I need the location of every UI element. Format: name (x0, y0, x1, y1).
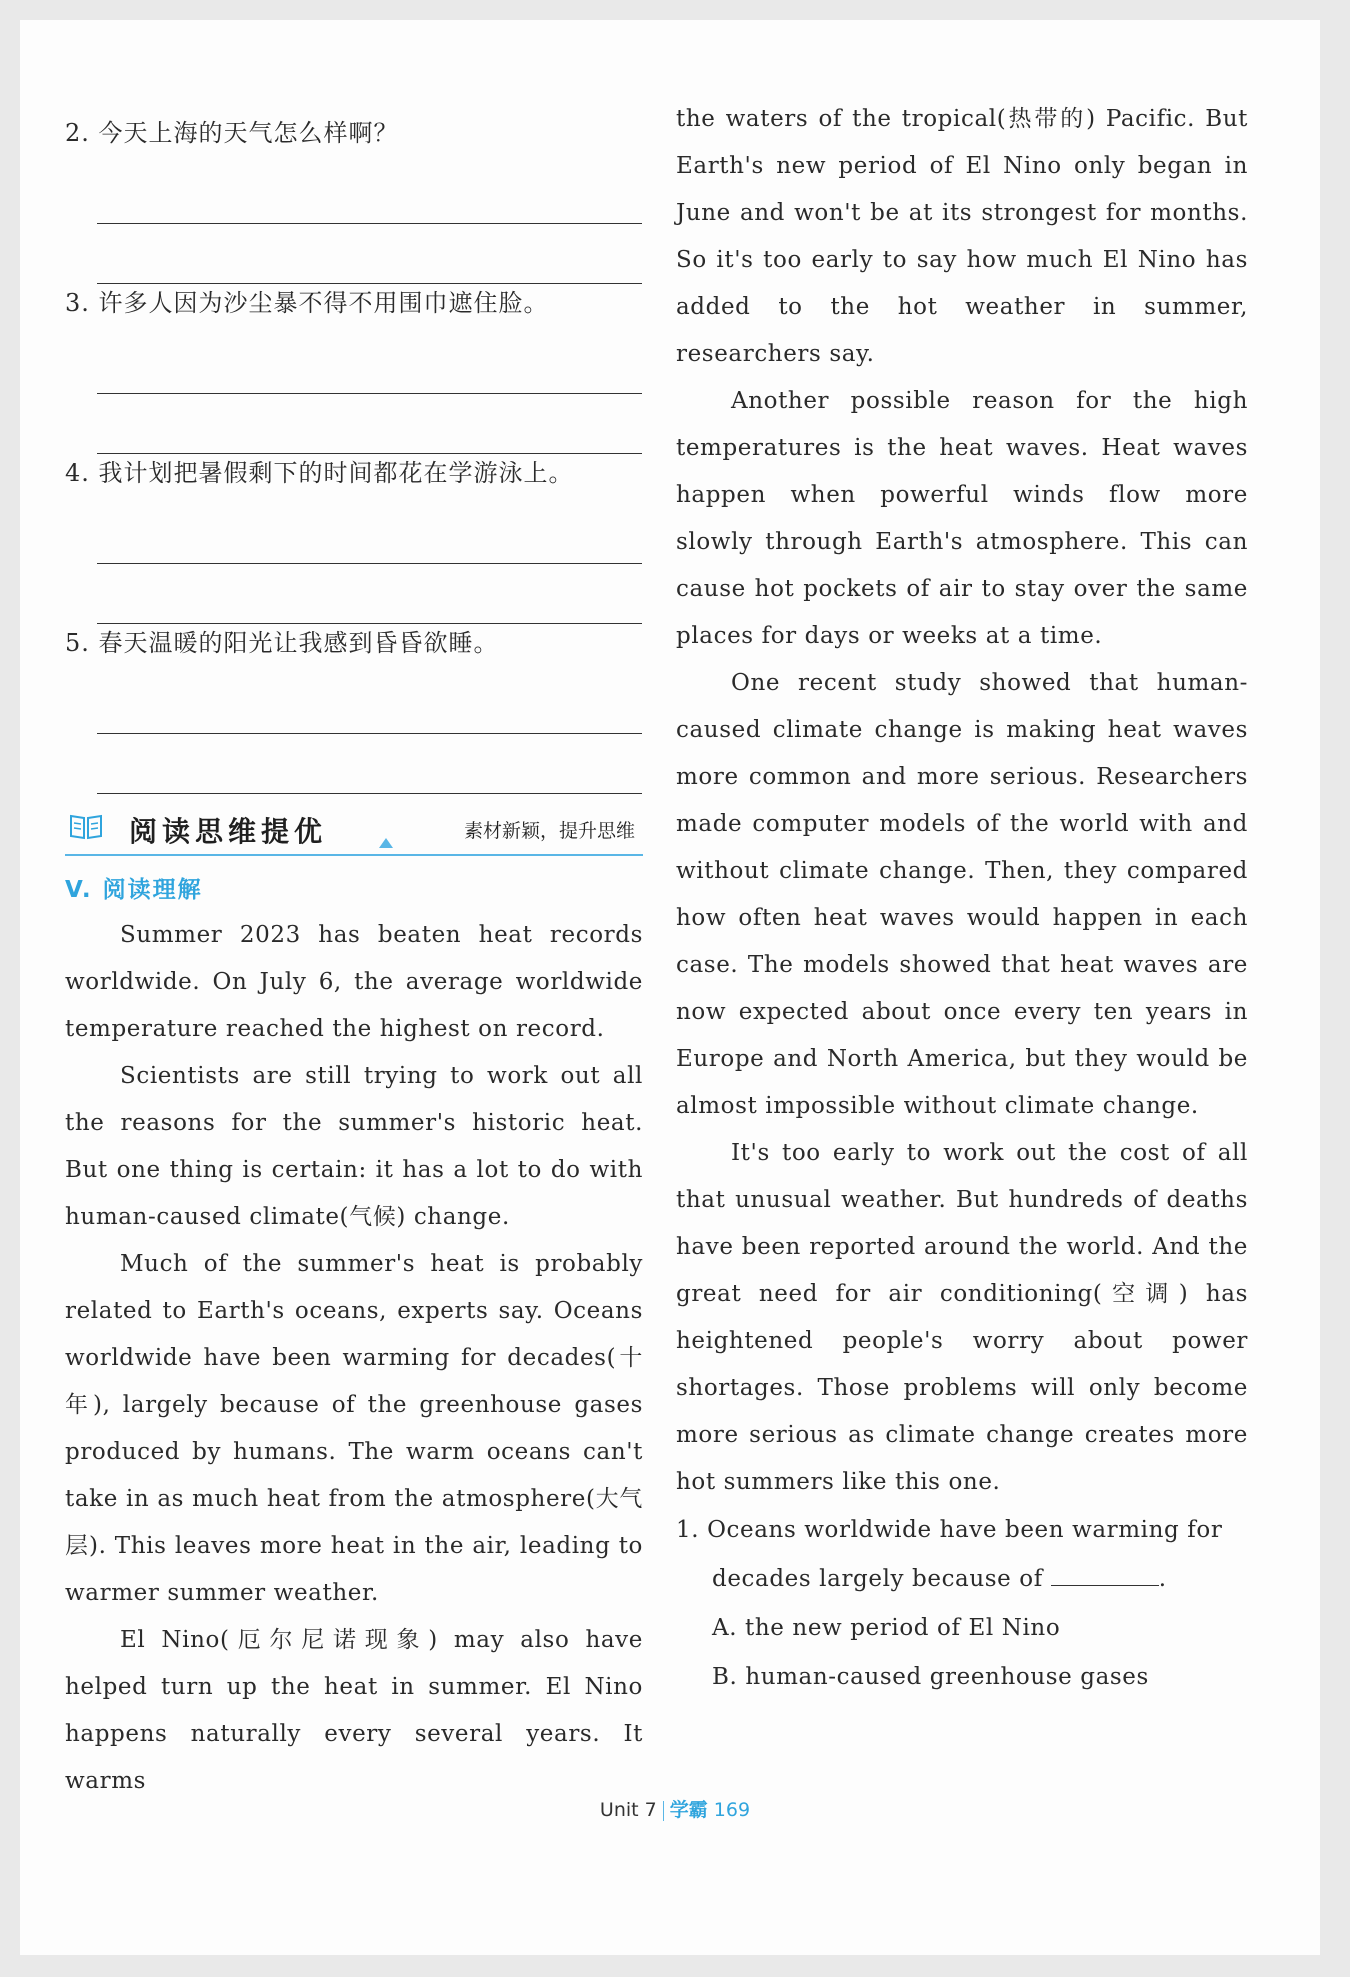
answer-line[interactable] (97, 563, 642, 564)
passage-paragraph: Much of the summer's heat is probably related to Earth's oceans, experts say. Oceans worldwide have been warming for decades(十年), largely because of the greenhouse gases produced by humans. The warm oceans can't take in as much heat from the atmosphere(大气层). This leaves more heat in the air, leading to warmer summer weather. (65, 1251, 643, 1606)
passage-paragraph: It's too early to work out the cost of all that unusual weather. But hundreds of deaths have been reported around the world. And the great need for air conditioning(空调) has heightened people's worry about power shortages. Those problems will only become more serious as climate change creates more hot summers like this one. (676, 1140, 1248, 1495)
answer-line[interactable] (97, 283, 642, 284)
passage-paragraph: One recent study showed that human-caused climate change is making heat waves more common and more serious. Researchers made computer models of the world with and without climate change. Then, they compared how often heat waves would happen in each case. The models showed that heat waves are now expected about once every ten years in Europe and North America, but they would be almost impossible without climate change. (676, 670, 1248, 1119)
page-footer (0, 1795, 1350, 1822)
part-title: V. 阅读理解 (65, 877, 203, 903)
section-header (65, 804, 643, 856)
passage-paragraph: Scientists are still trying to work out all the reasons for the summer's historic heat. But one thing is certain: it has a lot to do with human-caused climate(气候) change. (65, 1063, 643, 1230)
question-number: 2. (65, 119, 90, 147)
passage-paragraph: Another possible reason for the high temperatures is the heat waves. Heat waves happen when powerful winds flow more slowly through Earth's atmosphere. This can cause hot pockets of air to stay over the same places for days or weeks at a time. (676, 388, 1248, 649)
section-title: 阅读思维提优 (129, 815, 328, 848)
page-number: 169 (713, 1799, 751, 1821)
answer-line[interactable] (97, 733, 642, 734)
translation-question (65, 288, 643, 458)
answer-line[interactable] (97, 223, 642, 224)
triangle-marker-icon (379, 838, 393, 848)
right-column (676, 106, 1248, 1702)
question-number: 3. (65, 289, 90, 317)
answer-line[interactable] (97, 623, 642, 624)
question-number: 1. (676, 1517, 700, 1543)
answer-line[interactable] (97, 453, 642, 454)
left-column (65, 118, 643, 1805)
section-tagline: 素材新颖，提升思维 (463, 820, 635, 842)
question-text: 我计划把暑假剩下的时间都花在学游泳上。 (98, 459, 574, 487)
footer-brand: 学霸 (669, 1799, 708, 1821)
question-text: 许多人因为沙尘暴不得不用围巾遮住脸。 (98, 289, 549, 317)
option-b[interactable]: B. human-caused greenhouse gases (712, 1664, 1149, 1690)
passage-paragraph: El Nino(厄尔尼诺现象) may also have helped turn up the heat in summer. El Nino happens naturally every several years. It warms (65, 1627, 643, 1794)
question-stem: 1. Oceans worldwide have been warming for decades largely because of . (676, 1517, 1223, 1592)
question-text: 今天上海的天气怎么样啊？ (98, 119, 399, 147)
answer-blank[interactable] (1051, 1563, 1159, 1586)
footer-unit: Unit 7 (599, 1799, 657, 1821)
question-text: 春天温暖的阳光让我感到昏昏欲睡。 (98, 629, 499, 657)
passage-paragraph: the waters of the tropical(热带的) Pacific. But Earth's new period of El Nino only began in June and won't be at its strongest for months. So it's too early to say how much El Nino has added to the hot weather in summer, researchers say. (676, 106, 1248, 367)
translation-question (65, 458, 643, 628)
translation-question (65, 628, 643, 798)
question-number: 5. (65, 629, 90, 657)
book-icon (69, 812, 103, 840)
answer-line[interactable] (97, 393, 642, 394)
passage-paragraph: Summer 2023 has beaten heat records worldwide. On July 6, the average worldwide temperature reached the highest on record. (65, 922, 643, 1042)
footer-divider (663, 1801, 664, 1821)
translation-question (65, 118, 643, 288)
question-number: 4. (65, 459, 90, 487)
answer-line[interactable] (97, 793, 642, 794)
option-a[interactable]: A. the new period of El Nino (712, 1615, 1061, 1641)
